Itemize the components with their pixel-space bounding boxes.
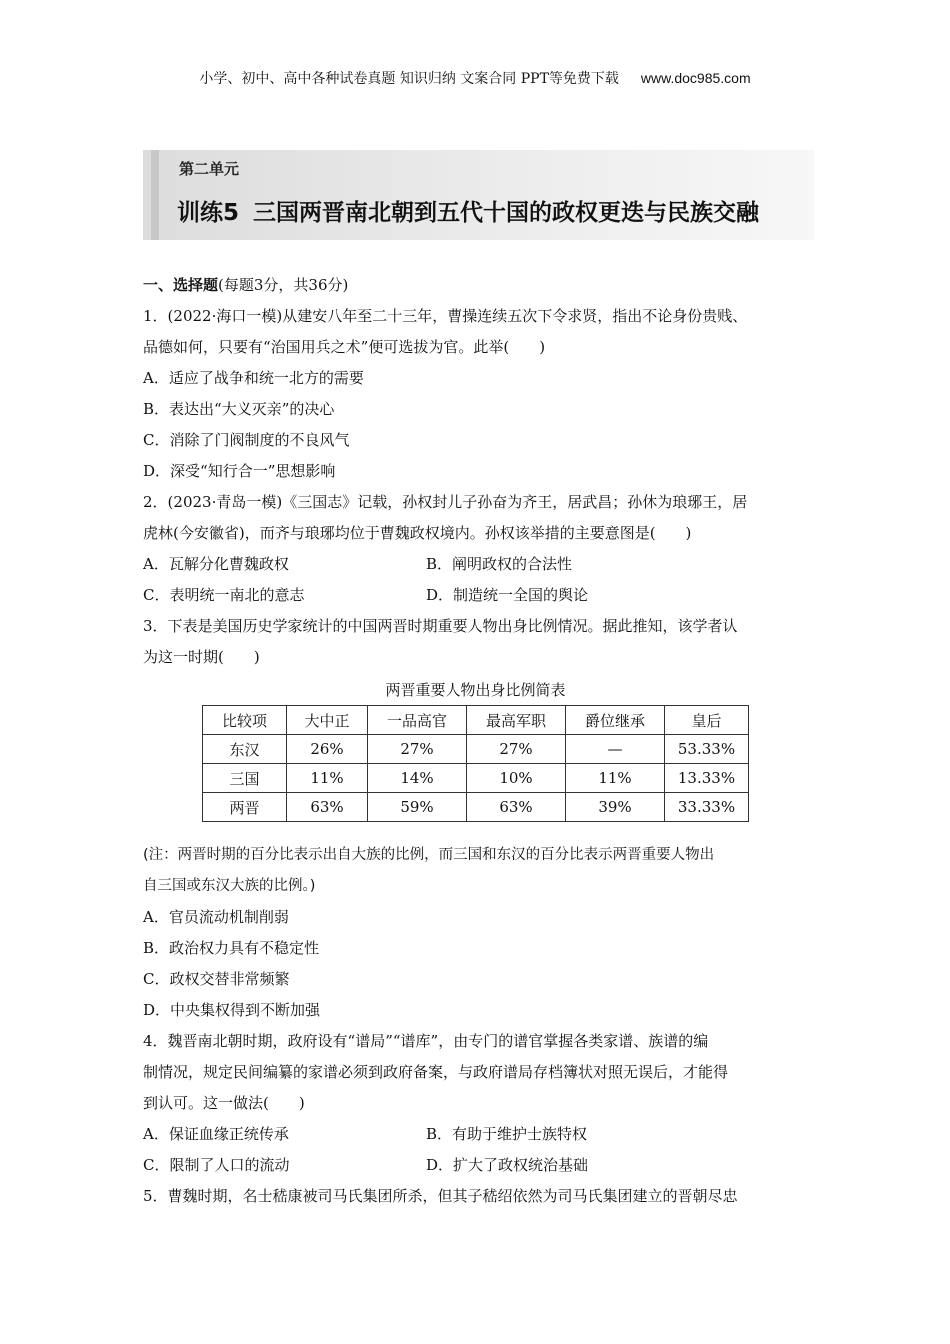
section-title: 一、选择题	[143, 276, 219, 294]
table-cell: 27%	[467, 735, 566, 764]
table-row	[203, 735, 749, 764]
table-header-cell: 爵位继承	[566, 706, 665, 735]
table-cell: 33.33%	[665, 793, 749, 822]
banner-accent-bar	[151, 150, 159, 240]
site-header	[0, 68, 950, 88]
table-header-cell: 比较项	[203, 706, 287, 735]
table-cell: 东汉	[203, 735, 287, 764]
option-d: D．深受“知行合一”思想影响	[143, 462, 336, 480]
page-title	[177, 194, 759, 227]
table-header-cell: 大中正	[287, 706, 368, 735]
table-cell: 63%	[287, 793, 368, 822]
option-row	[143, 580, 808, 611]
option-row	[143, 1119, 808, 1150]
table-cell: —	[566, 735, 665, 764]
option-b: B．阐明政权的合法性	[426, 555, 573, 573]
question-text: 虎林(今安徽省)，而齐与琅琊均位于曹魏政权境内。孙权该举措的主要意图是( )	[143, 524, 692, 542]
question-text: 1．(2022·海口一模)从建安八年至二十三年，曹操连续五次下令求贤，指出不论身份贵贱、	[143, 307, 748, 325]
table-cell: 26%	[287, 735, 368, 764]
table-row	[203, 793, 749, 822]
option-a: A．保证血缘正统传承	[143, 1125, 289, 1143]
table-note: 自三国或东汉大族的比例。)	[143, 878, 316, 894]
question-text: 2．(2023·青岛一模)《三国志》记载，孙权封儿子孙奋为齐王，居武昌；孙休为琅琊王，居	[143, 493, 748, 511]
question-text: 4．魏晋南北朝时期，政府设有“谱局”“谱库”，由专门的谱官掌握各类家谱、族谱的编	[143, 1032, 709, 1050]
title-number: 训练5	[177, 200, 240, 226]
question-text: 制情况，规定民间编纂的家谱必须到政府备案，与政府谱局存档簿状对照无误后，才能得	[143, 1063, 729, 1081]
table-header-cell: 最高军职	[467, 706, 566, 735]
option-a: A．瓦解分化曹魏政权	[143, 555, 289, 573]
table-cell: 59%	[368, 793, 467, 822]
table-cell: 39%	[566, 793, 665, 822]
section-note: (每题3分，共36分)	[218, 276, 349, 294]
table-caption: 两晋重要人物出身比例简表	[385, 681, 566, 699]
question-text: 3．下表是美国历史学家统计的中国两晋时期重要人物出身比例情况。据此推知，该学者认	[143, 617, 738, 635]
option-a: A．适应了战争和统一北方的需要	[143, 369, 364, 387]
question-text: 为这一时期( )	[143, 648, 260, 666]
option-d: D．制造统一全国的舆论	[426, 586, 589, 604]
option-row	[143, 1150, 808, 1181]
header-text: 小学、初中、高中各种试卷真题 知识归纳 文案合同 PPT等免费下载	[199, 71, 619, 87]
question-text: 5．曹魏时期，名士嵇康被司马氏集团所杀，但其子嵇绍依然为司马氏集团建立的晋朝尽忠	[143, 1187, 738, 1205]
data-table	[202, 705, 749, 822]
table-cell: 14%	[368, 764, 467, 793]
table-cell: 53.33%	[665, 735, 749, 764]
table-cell: 两晋	[203, 793, 287, 822]
question-4	[143, 1026, 808, 1181]
question-2	[143, 487, 808, 611]
unit-label: 第二单元	[179, 160, 240, 178]
option-c: C．消除了门阀制度的不良风气	[143, 431, 350, 449]
table-header-row	[203, 706, 749, 735]
unit-banner	[143, 150, 814, 240]
option-c: C．政权交替非常频繁	[143, 970, 290, 988]
option-c: C．限制了人口的流动	[143, 1156, 290, 1174]
question-5	[143, 1181, 808, 1212]
table-cell: 三国	[203, 764, 287, 793]
table-cell: 13.33%	[665, 764, 749, 793]
option-row	[143, 549, 808, 580]
header-url[interactable]: www.doc985.com	[640, 70, 751, 86]
table-header-cell: 一品高官	[368, 706, 467, 735]
table-cell: 27%	[368, 735, 467, 764]
table-cell: 11%	[287, 764, 368, 793]
option-d: D．中央集权得到不断加强	[143, 1001, 321, 1019]
option-b: B．表达出“大义灭亲”的决心	[143, 400, 335, 418]
option-a: A．官员流动机制削弱	[143, 908, 289, 926]
table-row	[203, 764, 749, 793]
question-text: 品德如何，只要有“治国用兵之术”便可选拔为官。此举( )	[143, 338, 546, 356]
table-cell: 63%	[467, 793, 566, 822]
table-header-cell: 皇后	[665, 706, 749, 735]
table-cell: 10%	[467, 764, 566, 793]
question-1	[143, 301, 808, 487]
title-text: 三国两晋南北朝到五代十国的政权更迭与民族交融	[253, 200, 760, 226]
option-c: C．表明统一南北的意志	[143, 586, 305, 604]
section-heading	[143, 270, 808, 301]
option-b: B．有助于维护士族特权	[426, 1125, 588, 1143]
table-cell: 11%	[566, 764, 665, 793]
option-b: B．政治权力具有不稳定性	[143, 939, 320, 957]
question-text: 到认可。这一做法( )	[143, 1094, 305, 1112]
option-d: D．扩大了政权统治基础	[426, 1156, 589, 1174]
question-3	[143, 611, 808, 1026]
table-note: (注：两晋时期的百分比表示出自大族的比例，而三国和东汉的百分比表示两晋重要人物出	[143, 847, 715, 863]
question-content	[143, 270, 808, 1212]
